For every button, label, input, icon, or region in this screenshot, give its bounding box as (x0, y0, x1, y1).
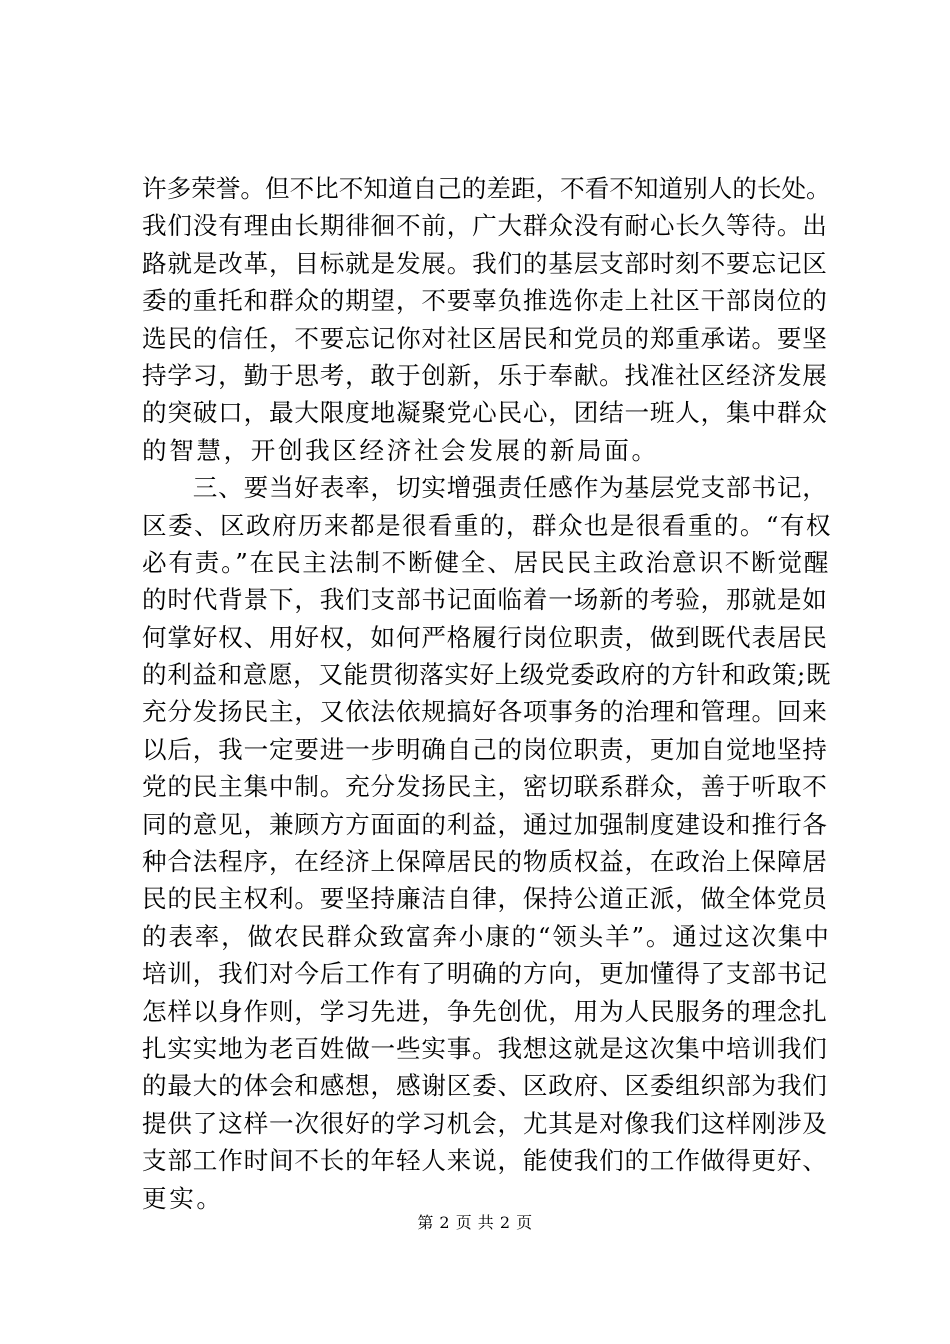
page-footer: 第 2 页 共 2 页 (417, 1213, 533, 1232)
text-line: 更实。 (142, 1183, 224, 1213)
text-line: 区委、区政府历来都是很看重的，群众也是很看重的。“有权 (142, 510, 832, 540)
text-line: 充分发扬民主，又依法依规搞好各项事务的治理和管理。回来 (142, 697, 828, 727)
text-line: 种合法程序，在经济上保障居民的物质权益，在政治上保障居 (142, 847, 828, 877)
text-line: 的表率，做农民群众致富奔小康的“领头羊”。通过这次集中 (142, 921, 831, 951)
text-line: 扎实实地为老百姓做一些实事。我想这就是这次集中培训我们 (142, 1033, 828, 1063)
text-line: 的利益和意愿，又能贯彻落实好上级党委政府的方针和政策;既 (142, 660, 832, 690)
body-text (142, 170, 832, 1217)
text-line: 必有责。”在民主法制不断健全、居民民主政治意识不断觉醒 (142, 547, 831, 577)
text-line: 的突破口，最大限度地凝聚党心民心，团结一班人，集中群众 (142, 398, 828, 428)
text-line: 持学习，勤于思考，敢于创新，乐于奉献。找准社区经济发展 (142, 360, 828, 390)
text-line: 何掌好权、用好权，如何严格履行岗位职责，做到既代表居民 (142, 622, 828, 652)
text-line: 路就是改革，目标就是发展。我们的基层支部时刻不要忘记区 (142, 248, 828, 278)
text-line: 我们没有理由长期徘徊不前，广大群众没有耐心长久等待。出 (142, 211, 828, 241)
text-line: 怎样以身作则，学习先进，争先创优，用为人民服务的理念扎 (142, 996, 828, 1026)
text-line: 民的民主权利。要坚持廉洁自律，保持公道正派，做全体党员 (142, 884, 828, 914)
text-line: 委的重托和群众的期望，不要辜负推选你走上社区干部岗位的 (142, 286, 828, 316)
text-line: 提供了这样一次很好的学习机会，尤其是对像我们这样刚涉及 (142, 1108, 828, 1138)
text-line: 的智慧，开创我区经济社会发展的新局面。 (142, 435, 659, 465)
text-line: 的时代背景下，我们支部书记面临着一场新的考验，那就是如 (142, 585, 828, 615)
text-line: 三、要当好表率，切实增强责任感作为基层党支部书记， (142, 473, 828, 503)
text-line: 以后，我一定要进一步明确自己的岗位职责，更加自觉地坚持 (142, 734, 828, 764)
text-line: 同的意见，兼顾方方面面的利益，通过加强制度建设和推行各 (142, 809, 828, 839)
text-line: 支部工作时间不长的年轻人来说，能使我们的工作做得更好、 (142, 1146, 828, 1176)
text-line: 的最大的体会和感想，感谢区委、区政府、区委组织部为我们 (142, 1071, 828, 1101)
text-line: 许多荣誉。但不比不知道自己的差距，不看不知道别人的长处。 (142, 174, 831, 203)
text-line: 培训，我们对今后工作有了明确的方向，更加懂得了支部书记 (142, 959, 828, 989)
text-line: 选民的信任，不要忘记你对社区居民和党员的郑重承诺。要坚 (142, 323, 828, 353)
text-line: 党的民主集中制。充分发扬民主，密切联系群众，善于听取不 (142, 772, 828, 802)
